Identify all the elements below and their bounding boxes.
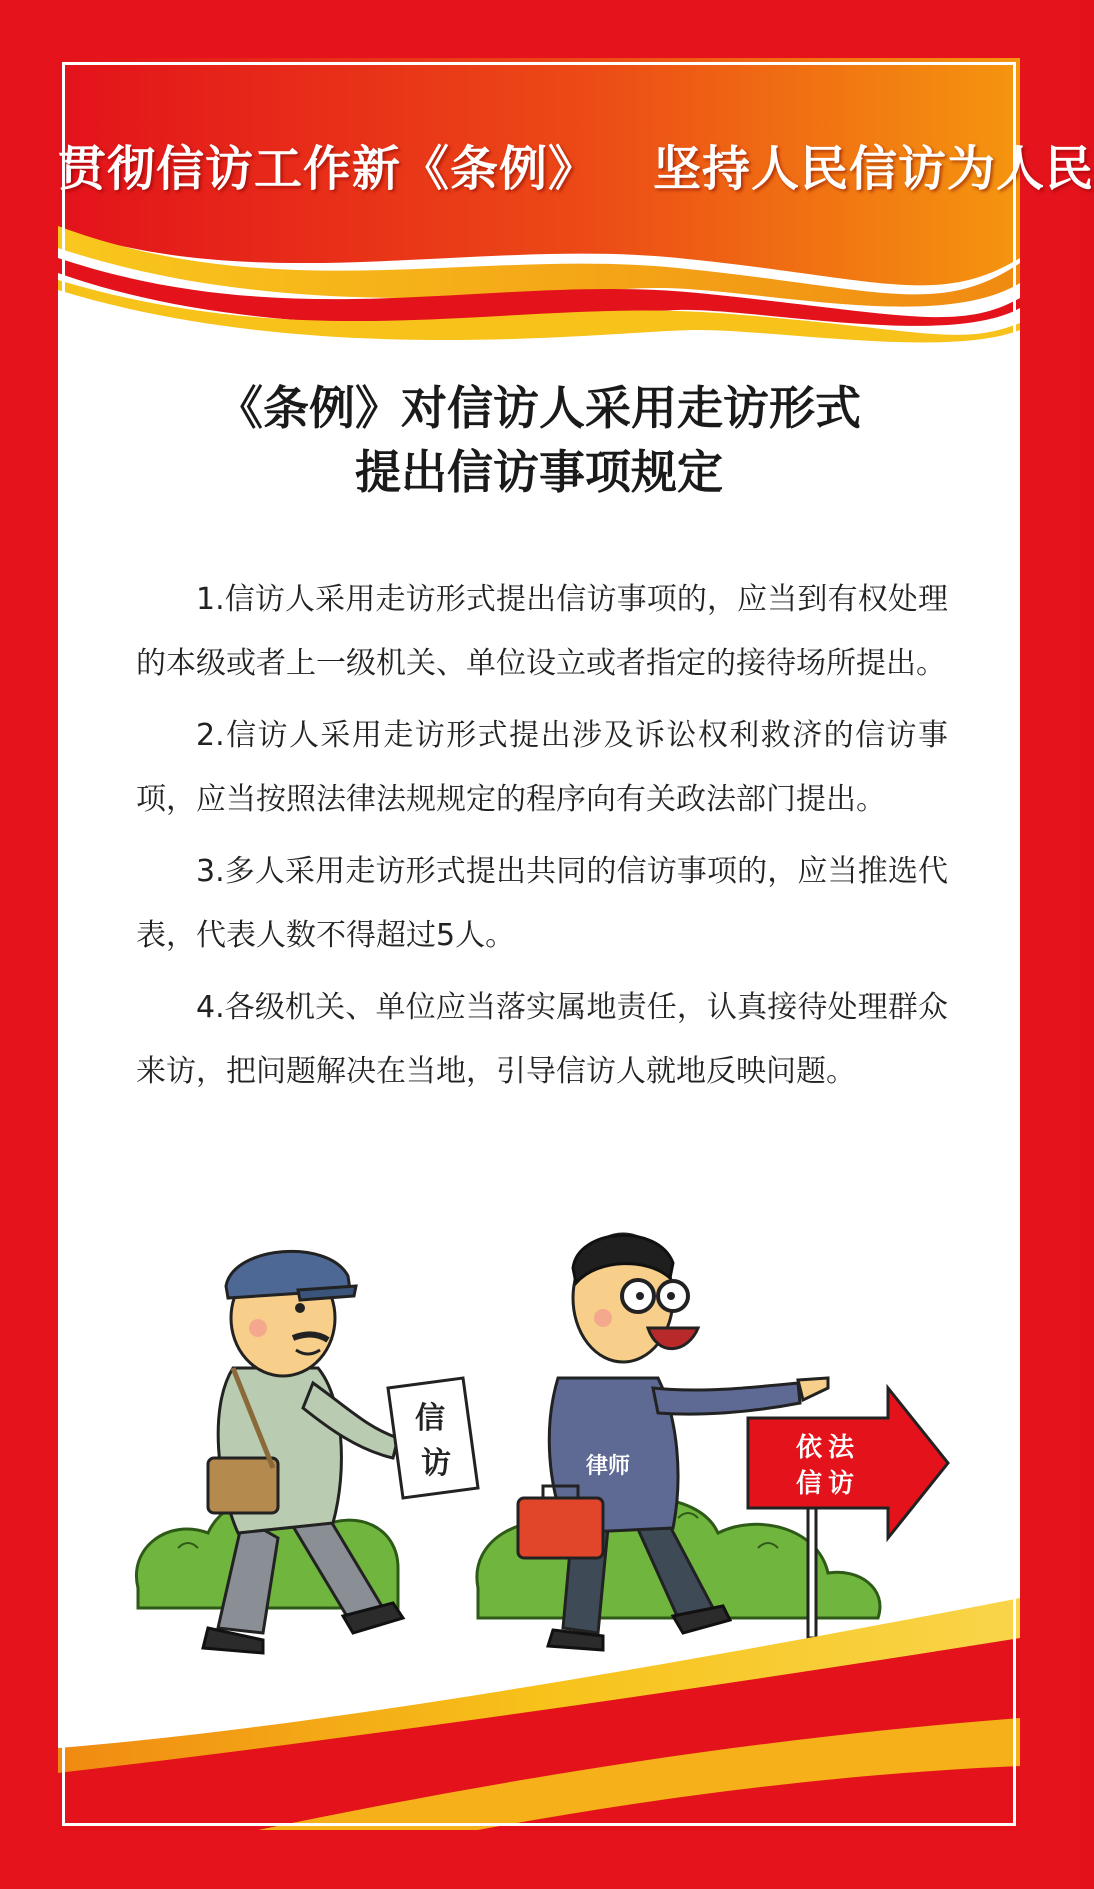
paper-text-2: 访	[421, 1446, 451, 1481]
paper-text-1: 信	[415, 1401, 445, 1436]
header-banner	[58, 58, 1020, 358]
header-title-right: 坚持人民信访为人民	[653, 141, 1094, 197]
paragraph-4: 4.各级机关、单位应当落实属地责任，认真接待处理群众来访，把问题解决在当地，引导信访人就地反映问题。	[136, 990, 948, 1089]
main-title	[58, 376, 1020, 504]
main-title-line2: 提出信访事项规定	[355, 445, 723, 499]
sign-text-1: 依法	[795, 1433, 861, 1463]
cartoon-illustration	[58, 1188, 1020, 1668]
regulation-text	[136, 568, 948, 1112]
content-frame	[58, 58, 1094, 1830]
paragraph-2: 2.信访人采用走访形式提出涉及诉讼权利救济的信访事项，应当按照法律法规规定的程序向有关政法部门提出。	[136, 718, 948, 817]
shirt-text: 律师	[585, 1454, 631, 1479]
paragraph-1: 1.信访人采用走访形式提出信访事项的，应当到有权处理的本级或者上一级机关、单位设立或者指定的接待场所提出。	[136, 582, 948, 681]
petition-paper	[388, 1378, 478, 1498]
footer-banner	[58, 1598, 1020, 1830]
paragraph-3: 3.多人采用走访形式提出共同的信访事项的，应当推选代表，代表人数不得超过5人。	[136, 854, 948, 953]
sign-text-2: 信访	[795, 1469, 861, 1499]
header-title-left: 贯彻信访工作新《条例》	[58, 141, 598, 197]
header-title	[58, 130, 1094, 199]
main-title-line1: 《条例》对信访人采用走访形式	[217, 381, 861, 435]
